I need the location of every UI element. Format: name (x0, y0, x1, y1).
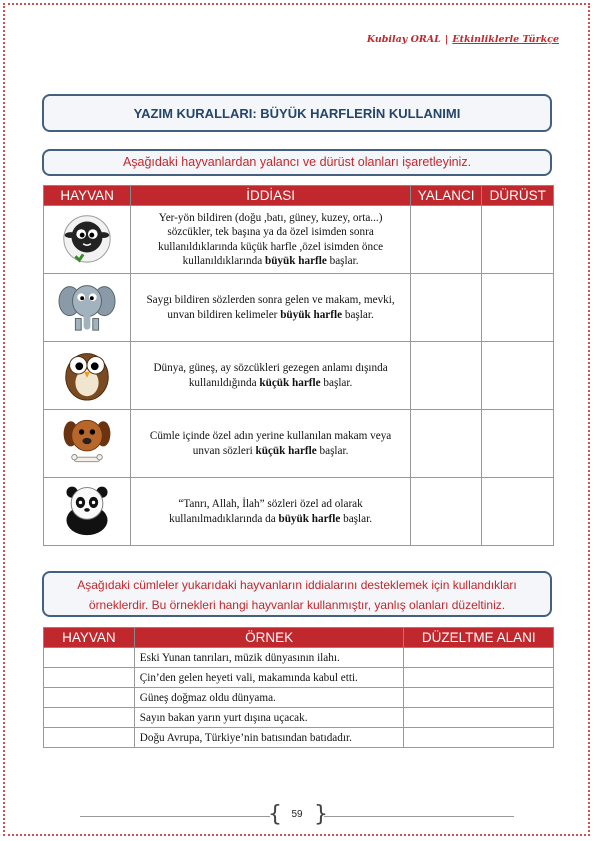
sheep-icon (58, 208, 116, 266)
example-row (44, 708, 554, 728)
claim-text: Cümle içinde özel adın yerine kullanılan makam veya unvan sözleri küçük harfle başlar. (131, 410, 411, 478)
claim-text: Saygı bildiren sözlerden sonra gelen ve makam, mevki, unvan bildiren kelimeler büyük harfle başlar. (131, 274, 411, 342)
example-sentence: Eski Yunan tanrıları, müzik dünyasının ilahı. (134, 648, 404, 668)
examples-table (43, 627, 554, 748)
example-sentence: Çin’den gelen heyeti vali, makamında kabul etti. (134, 668, 404, 688)
example-sentence: Doğu Avrupa, Türkiye’nin batısından batıdadır. (134, 728, 404, 748)
liar-checkbox[interactable] (410, 410, 482, 478)
instruction-1: Aşağıdaki hayvanlardan yalancı ve dürüst olanları işaretleyiniz. (42, 149, 552, 176)
instruction-2-line-2: örneklerdir. Bu örnekleri hangi hayvanlar kullanmıştır, yanlış olanları düzeltiniz. (88, 598, 506, 612)
claim-row (44, 478, 554, 546)
liar-checkbox[interactable] (410, 206, 482, 274)
left-brace-icon: { (268, 802, 282, 827)
claim-row (44, 274, 554, 342)
example-row (44, 668, 554, 688)
example-sentence: Sayın bakan yarın yurt dışına uçacak. (134, 708, 404, 728)
col-header-honest: DÜRÜST (482, 186, 554, 206)
correction-cell[interactable] (404, 668, 554, 688)
correction-cell[interactable] (404, 688, 554, 708)
example-row (44, 648, 554, 668)
correction-cell[interactable] (404, 648, 554, 668)
liar-checkbox[interactable] (410, 342, 482, 410)
claim-row (44, 410, 554, 478)
claim-text: “Tanrı, Allah, İlah” sözleri özel ad olarak kullanılmadıklarında da büyük harfle başlar. (131, 478, 411, 546)
correction-cell[interactable] (404, 708, 554, 728)
footer-rule-right (324, 816, 514, 817)
honest-checkbox[interactable] (482, 410, 554, 478)
example-row (44, 728, 554, 748)
honest-checkbox[interactable] (482, 274, 554, 342)
elephant-icon (57, 276, 117, 334)
panda-icon (59, 480, 115, 538)
animal-answer-cell[interactable] (44, 648, 135, 668)
dog-icon (60, 411, 114, 471)
honest-checkbox[interactable] (482, 342, 554, 410)
author-name: Kubilay ORAL (366, 34, 441, 45)
claim-row (44, 342, 554, 410)
claim-text: Dünya, güneş, ay sözcükleri gezegen anlamı dışında kullanıldığında küçük harfle başlar. (131, 342, 411, 410)
animal-answer-cell[interactable] (44, 688, 135, 708)
animal-answer-cell[interactable] (44, 668, 135, 688)
right-brace-icon: } (314, 802, 328, 827)
col-header-liar: YALANCI (410, 186, 482, 206)
claim-text: Yer-yön bildiren (doğu ,batı, güney, kuzey, orta...) sözcükler, tek başına ya da özel isimden sonra kullanıldıklarında küçük harfle ,özel isimden önce kullanıldıklarında büyük harfle başlar. (131, 206, 411, 274)
honest-checkbox[interactable] (482, 478, 554, 546)
col-header-animal: HAYVAN (44, 186, 131, 206)
liar-checkbox[interactable] (410, 478, 482, 546)
col-header-claim: İDDİASI (131, 186, 411, 206)
liar-checkbox[interactable] (410, 274, 482, 342)
claim-row (44, 206, 554, 274)
animal-answer-cell[interactable] (44, 728, 135, 748)
honest-checkbox[interactable] (482, 206, 554, 274)
claims-table (43, 185, 554, 546)
instruction-2-line-1: Aşağıdaki cümleler yukarıdaki hayvanların iddialarını desteklemek için kullandıkları (77, 578, 517, 592)
col-header-example: ÖRNEK (134, 628, 404, 648)
col-header-correction: DÜZELTME ALANI (404, 628, 554, 648)
animal-answer-cell[interactable] (44, 708, 135, 728)
footer-rule-left (80, 816, 270, 817)
example-sentence: Güneş doğmaz oldu dünyama. (134, 688, 404, 708)
owl-icon (58, 343, 116, 403)
example-row (44, 688, 554, 708)
page-number: 59 (291, 809, 303, 820)
page-header: Kubilay ORAL | Etkinliklerle Türkçe (366, 34, 559, 45)
series-name: Etkinliklerle Türkçe (452, 34, 559, 45)
col-header-animal: HAYVAN (44, 628, 135, 648)
page-title: YAZIM KURALLARI: BÜYÜK HARFLERİN KULLANIMI (42, 94, 552, 132)
correction-cell[interactable] (404, 728, 554, 748)
instruction-2 (42, 571, 552, 617)
